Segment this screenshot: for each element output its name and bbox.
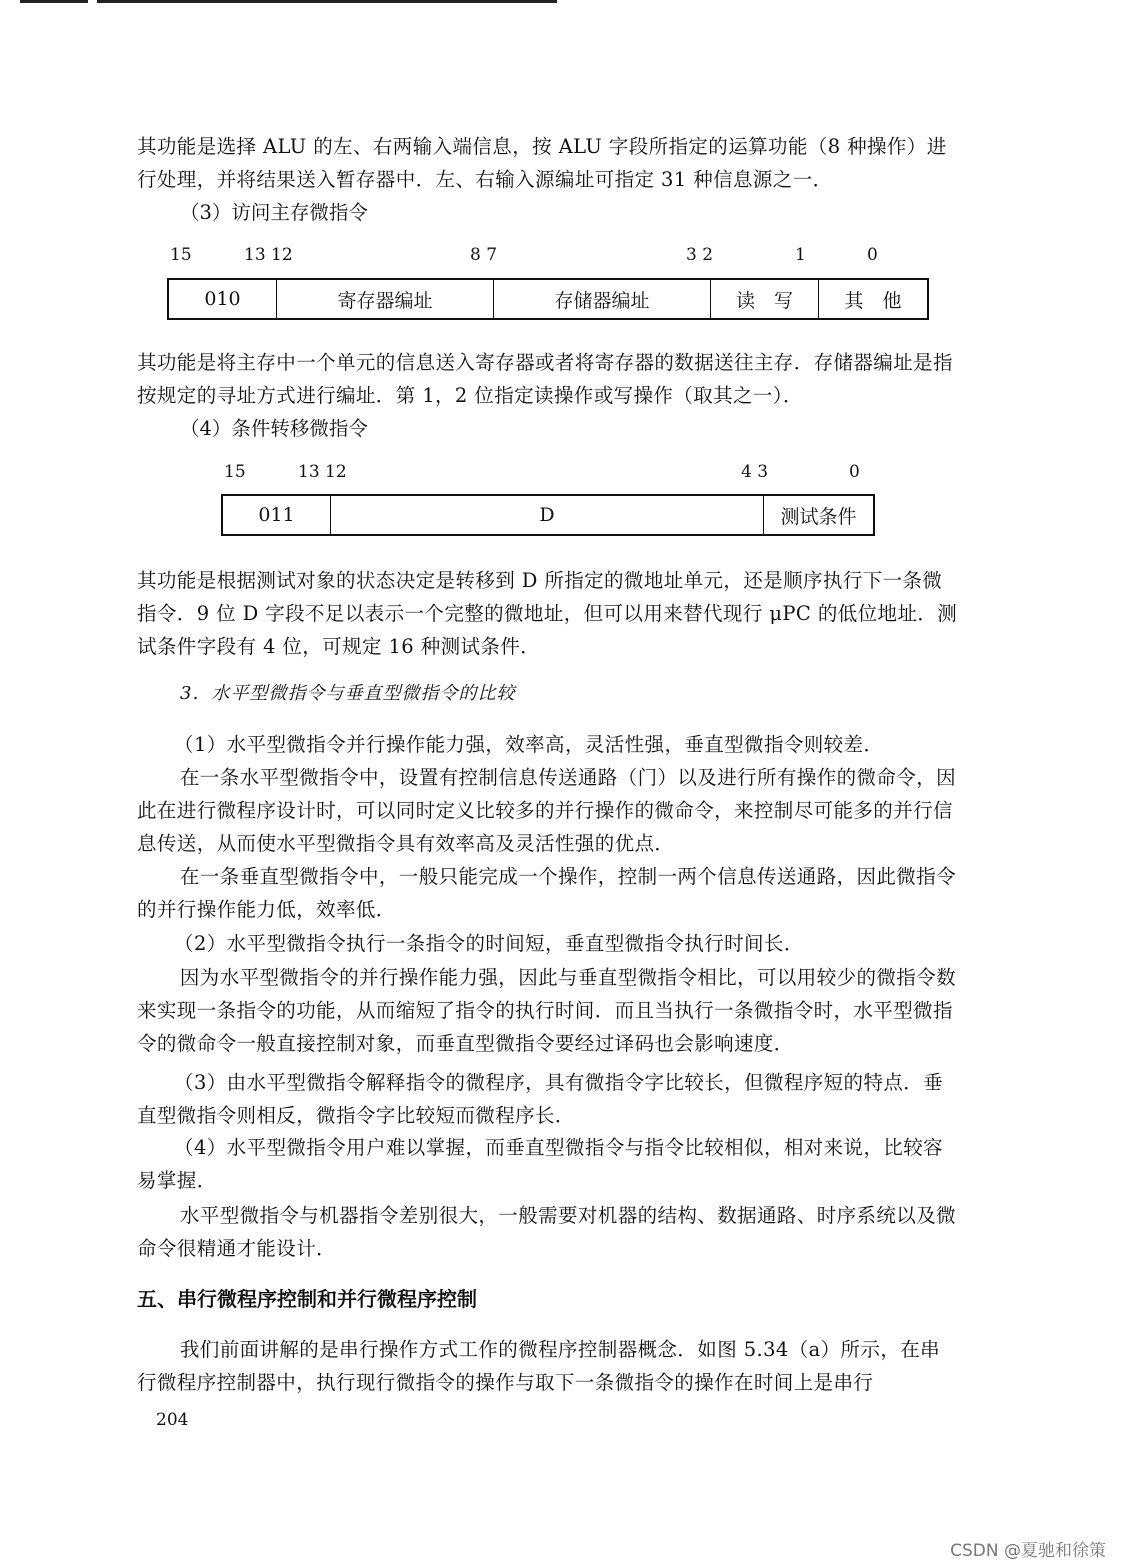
fmt3-bit: 3 2 [686, 245, 714, 265]
para-branch: 其功能是根据测试对象的状态决定是转移到 D 所指定的微地址单元，还是顺序执行下一条微指令．9 位 D 字段不足以表示一个完整的微地址，但可以用来替代现行 μPC 的低位地址．测试条件字段有 4 位，可规定 16 种测试条件． [137, 569, 958, 658]
para-alu: 其功能是选择 ALU 的左、右两输入端信息，按 ALU 字段所指定的运算功能（8 种操作）进行处理，并将结果送入暂存器中．左、右输入源编址可指定 31 种信息源之一． [137, 135, 947, 191]
item3-title: （3）访问主存微指令 [180, 201, 368, 224]
cmp1: （1）水平型微指令并行操作能力强，效率高，灵活性强，垂直型微指令则较差． [174, 733, 884, 756]
fmt4-bit: 13 12 [298, 462, 347, 482]
cmp4-detail-a: 水平型微指令与机器指令差别很大，一般需要对机器的结构、数据通路、时序系统以及微命令很精通才能设计． [137, 1204, 956, 1260]
fmt4-instruction-format [221, 494, 875, 536]
fmt3-field-register-address: 寄存器编址 [277, 280, 494, 318]
cmp2: （2）水平型微指令执行一条指令的时间短，垂直型微指令执行时间长． [174, 932, 804, 955]
fmt4-field-d: D [331, 496, 764, 534]
fmt4-field-test-condition: 测试条件 [780, 505, 857, 528]
section3-heading: 3．水平型微指令与垂直型微指令的比较 [180, 683, 516, 704]
watermark: CSDN @夏驰和徐策 [950, 1541, 1106, 1561]
fmt3-bit: 0 [867, 245, 878, 265]
para-serial: 我们前面讲解的是串行操作方式工作的微程序控制器概念．如图 5.34（a）所示，在串行微程序控制器中，执行现行微指令的操作与取下一条微指令的操作在时间上是串行 [137, 1338, 941, 1394]
fmt4-field-opcode: 011 [223, 496, 331, 534]
cmp3: （3）由水平型微指令解释指令的微程序，具有微指令字比较长，但微程序短的特点．垂直型微指令则相反，微指令字比较短而微程序长． [137, 1071, 944, 1127]
fmt4-bit-labels [0, 462, 1122, 484]
fmt3-field-opcode: 010 [169, 280, 277, 318]
fmt3-instruction-format [167, 278, 929, 320]
para-mem: 其功能是将主存中一个单元的信息送入寄存器或者将寄存器的数据送往主存．存储器编址是指按规定的寻址方式进行编址．第 1，2 位指定读操作或写操作（取其之一）． [137, 351, 953, 407]
cmp1-detail-b: 在一条垂直型微指令中，一般只能完成一个操作，控制一两个信息传送通路，因此微指令的并行操作能力低，效率低． [137, 865, 956, 921]
item4-title: （4）条件转移微指令 [180, 417, 368, 440]
fmt4-bit: 15 [224, 462, 246, 482]
fmt3-bit: 13 12 [244, 245, 293, 265]
fmt3-bit: 1 [795, 245, 806, 265]
top-rule-right [97, 0, 557, 3]
fmt3-bit: 15 [170, 245, 192, 265]
fmt3-field-read-write: 读 写 [711, 280, 819, 318]
fmt3-field-other: 其 他 [844, 289, 902, 312]
section5-heading: 五、串行微程序控制和并行微程序控制 [137, 1287, 477, 1311]
fmt3-bit: 8 7 [470, 245, 498, 265]
fmt3-field-memory-address: 存储器编址 [494, 280, 711, 318]
top-rule-left [20, 0, 88, 3]
cmp4: （4）水平型微指令用户难以掌握，而垂直型微指令与指令比较相似，相对来说，比较容易掌握． [137, 1136, 944, 1192]
fmt4-bit: 0 [849, 462, 860, 482]
page-number: 204 [156, 1410, 189, 1430]
fmt4-bit: 4 3 [741, 462, 769, 482]
fmt3-bit-labels [0, 245, 1122, 267]
cmp1-detail-a: 在一条水平型微指令中，设置有控制信息传送通路（门）以及进行所有操作的微命令，因此在进行微程序设计时，可以同时定义比较多的并行操作的微命令，来控制尽可能多的并行信息传送，从而使水平型微指令具有效率高及灵活性强的优点． [137, 766, 956, 855]
cmp2-detail-a: 因为水平型微指令的并行操作能力强，因此与垂直型微指令相比，可以用较少的微指令数来实现一条指令的功能，从而缩短了指令的执行时间．而且当执行一条微指令时，水平型微指令的微命令一般直接控制对象，而垂直型微指令要经过译码也会影响速度． [137, 966, 956, 1055]
